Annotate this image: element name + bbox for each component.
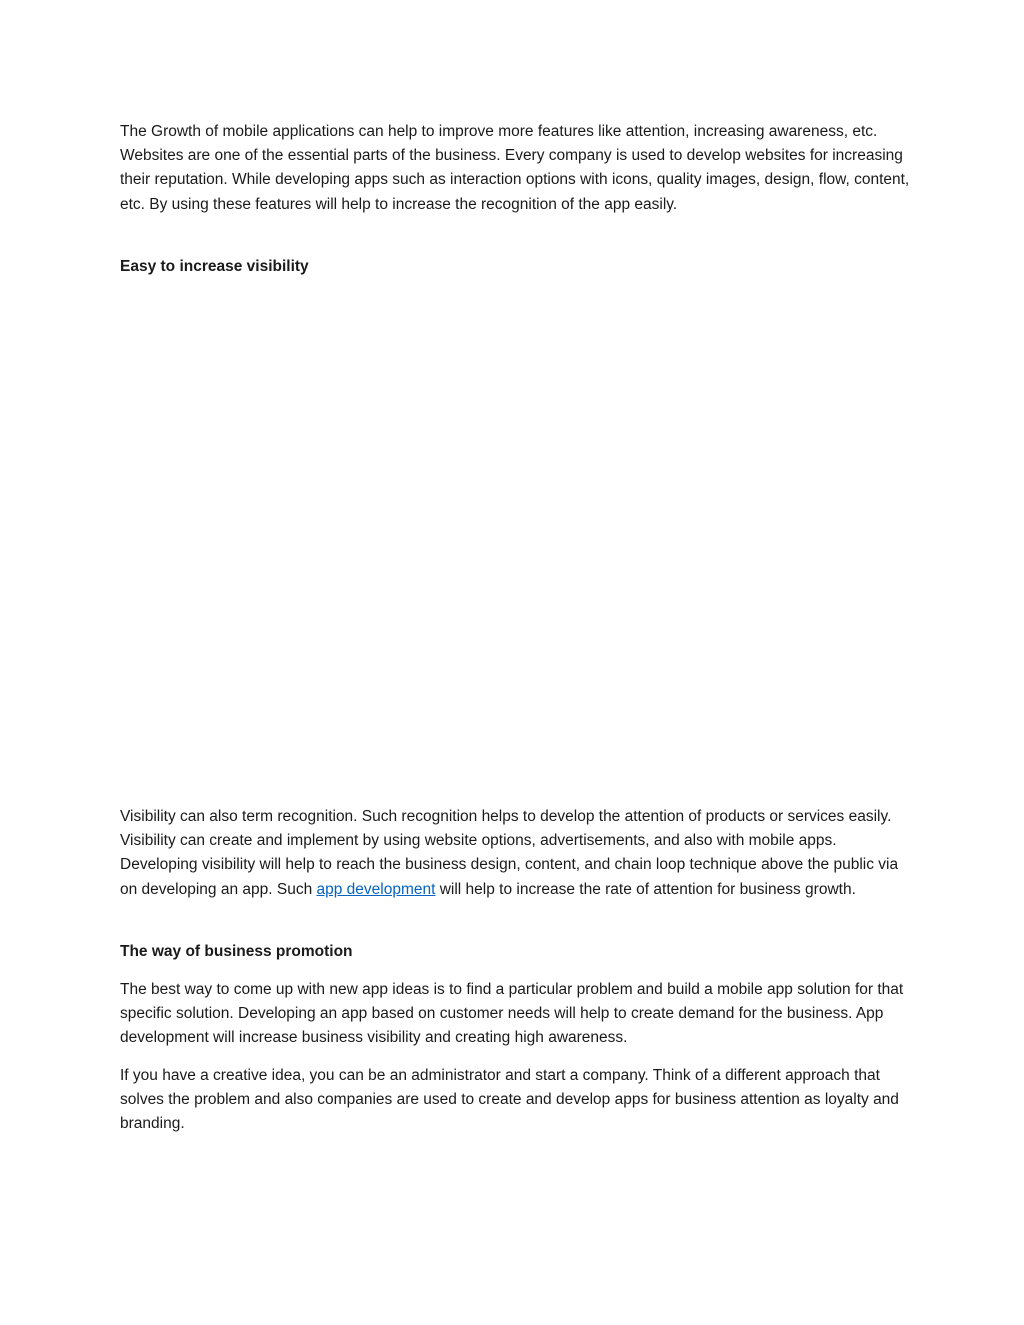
visibility-section — [120, 805, 910, 902]
visibility-paragraph-text-after: will help to increase the rate of attention for business growth. — [435, 880, 856, 898]
creative-idea-paragraph: If you have a creative idea, you can be an administrator and start a company. Think of a different approach that solves the problem and also companies are used to create and develop apps for business attention as loyalty and branding. — [120, 1067, 899, 1133]
promotion-heading-section — [120, 940, 910, 964]
app-development-link[interactable]: app development — [316, 880, 436, 898]
intro-section — [120, 120, 910, 217]
creative-idea-section — [120, 1064, 910, 1137]
section-heading-promotion: The way of business promotion — [120, 943, 353, 960]
promotion-section — [120, 978, 910, 1051]
visibility-paragraph — [120, 805, 910, 902]
visibility-paragraph-text-before: Visibility can also term recognition. Such recognition helps to develop the attention of products or services easily. Visibility can create and implement by using website options, advertisements, and also with mobile apps. Developing visibility will help to reach the business design, content, and chain loop technique above the public via on developing an app. Such — [120, 808, 899, 898]
visibility-heading-section — [120, 255, 910, 279]
section-heading-visibility: Easy to increase visibility — [120, 258, 309, 275]
blank-image-area — [120, 290, 904, 795]
intro-paragraph: The Growth of mobile applications can help to improve more features like attention, increasing awareness, etc. Websites are one of the essential parts of the business. Every company is used to develop websites for increasing their reputation. While developing apps such as interaction options with icons, quality images, design, flow, content, etc. By using these features will help to increase the recognition of the app easily. — [120, 123, 910, 213]
promotion-paragraph: The best way to come up with new app ideas is to find a particular problem and build a mobile app solution for that specific solution. Developing an app based on customer needs will help to create demand for the business. App development will increase business visibility and creating high awareness. — [120, 981, 904, 1047]
